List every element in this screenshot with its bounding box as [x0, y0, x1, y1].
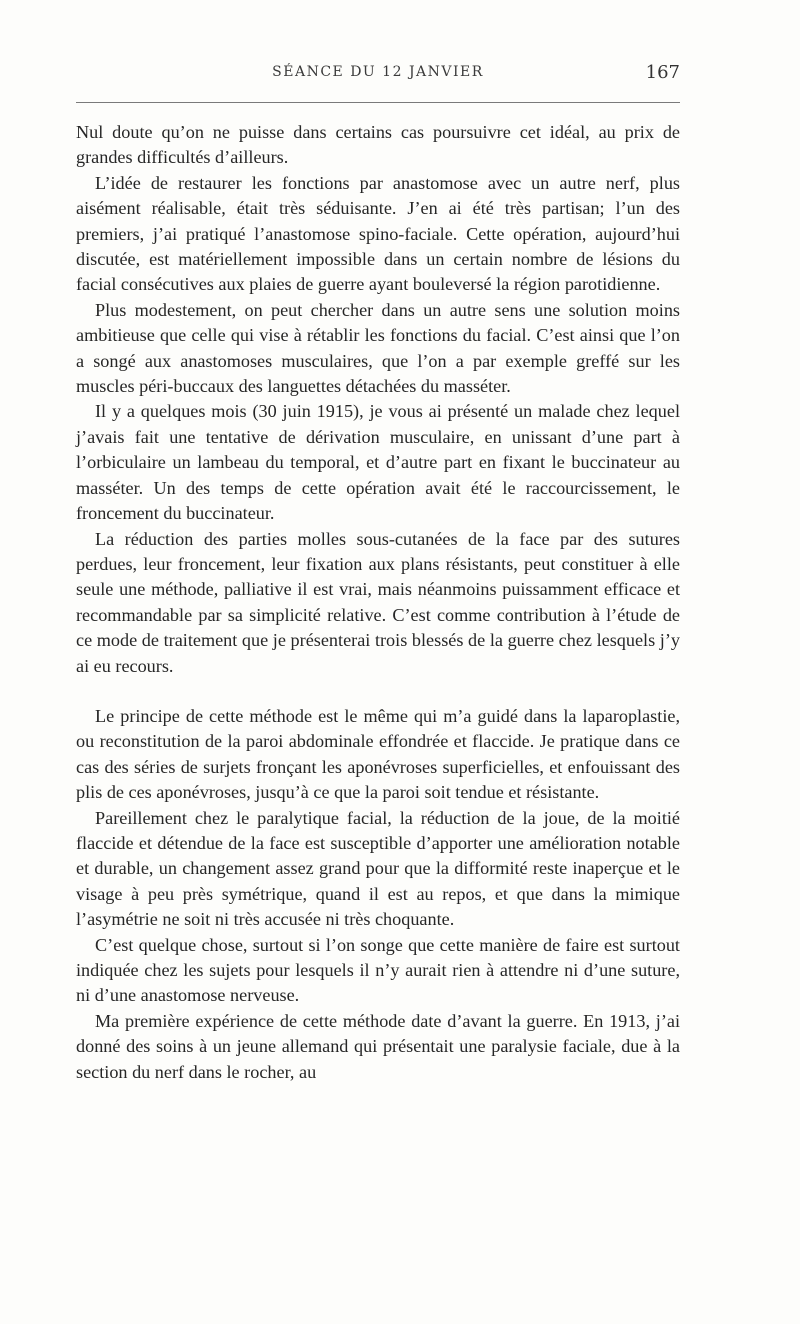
paragraph-5: La réduction des parties molles sous-cutanées de la face par des sutures perdues, leur froncement, leur fixation aux plans résistants, peut constituer à elle seule une méthode, palliative il est vrai, mais néanmoins puissamment efficace et recommandable par sa simplicité relative. C’est comme contribution à l’étude de ce mode de traitement que je présenterai trois blessés de la guerre chez lesquels j’y ai eu recours.: [76, 528, 680, 676]
paragraph-8: C’est quelque chose, surtout si l’on songe que cette manière de faire est surtout indiquée chez les sujets pour lesquels il n’y aurait rien à attendre ni d’une suture, ni d’une anastomose nerveuse.: [76, 934, 680, 1006]
header-rule: [76, 102, 680, 103]
paragraph-3: Plus modestement, on peut chercher dans un autre sens une solution moins ambitieuse que celle qui vise à rétablir les fonctions du facial. C’est ainsi que l’on a songé aux anastomoses musculaires, que l’on a par exemple greffé sur les muscles péri-buccaux des languettes détachées du masséter.: [76, 299, 680, 397]
running-title: SÉANCE DU 12 JANVIER: [272, 64, 484, 80]
paragraph-6: Le principe de cette méthode est le même qui m’a guidé dans la laparoplastie, ou reconstitution de la paroi abdominale effondrée et flaccide. Je pratique dans ce cas des séries de surjets fronçant les aponévroses superficielles, et enfouissant des plis de ces aponévroses, jusqu’à ce que la paroi soit tendue et résistante.: [76, 705, 680, 803]
body-text: [76, 120, 680, 1085]
paragraph-1: Nul doute qu’on ne puisse dans certains cas poursuivre cet idéal, au prix de grandes difficultés d’ailleurs.: [76, 122, 680, 168]
paragraph-7: Pareillement chez le paralytique facial, la réduction de la joue, de la moitié flaccide et détendue de la face est susceptible d’apporter une amélioration notable et durable, un changement assez grand pour que la difformité reste inaperçue et le visage à peu près symétrique, quand il est au repos, et que dans la mimique l’asymétrie ne soit ni très accusée ni très choquante.: [76, 807, 680, 930]
paragraph-9: Ma première expérience de cette méthode date d’avant la guerre. En 1913, j’ai donné des soins à un jeune allemand qui présentait une paralysie faciale, due à la section du nerf dans le rocher, au: [76, 1010, 680, 1082]
paragraph-4: Il y a quelques mois (30 juin 1915), je vous ai présenté un malade chez lequel j’avais fait une tentative de dérivation musculaire, en unissant d’une part à l’orbiculaire un lambeau du temporal, et d’autre part en fixant le buccinateur au masséter. Un des temps de cette opération avait été le raccourcissement, le froncement du buccinateur.: [76, 401, 680, 524]
paragraph-2: L’idée de restaurer les fonctions par anastomose avec un autre nerf, plus aisément réalisable, était très séduisante. J’en ai été très partisan; l’un des premiers, j’ai pratiqué l’anastomose spino-faciale. Cette opération, aujourd’hui discutée, est matériellement impossible dans un certain nombre de lésions du facial consécutives aux plaies de guerre ayant bouleversé la région parotidienne.: [76, 172, 680, 295]
page-number: 167: [645, 62, 680, 83]
page-header: [76, 64, 680, 94]
